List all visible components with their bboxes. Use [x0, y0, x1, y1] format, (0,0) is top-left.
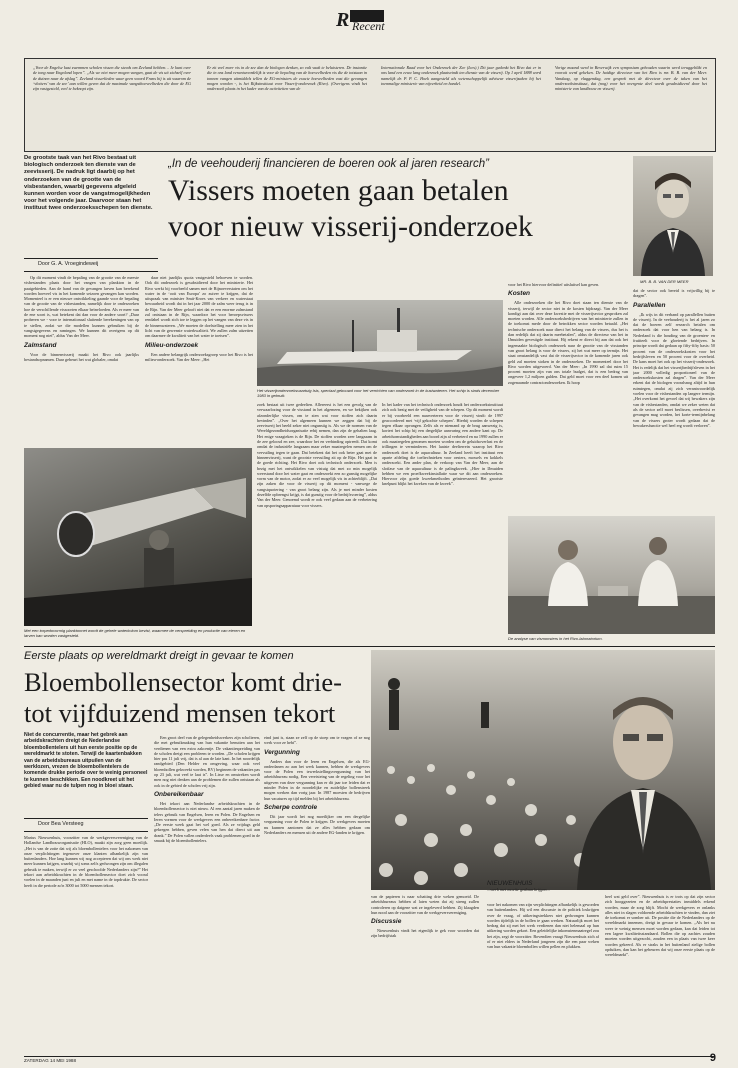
article1-col-2: daar niet jaarlijks quota vastgesteld behoeven te worden. Ook dit onderzoek is gesubsidieerd door het ministerie. Het Rivo werkt bij voorbeeld samen met de Rijnoeverstaten om het water in de ‘ooit van Europa’ zo zuiver te krijgen, dat de uitspraak van minister Smit-Kroes van verkeer en waterstaat bewaarheid wordt dat in het jaar 2000 de zalm weer terug is in de Rijn. Van der Meer gelooft niet dat er een enorme zalmstand zal ontstaan in de Rijn, waardoor het voor beroepsvissers rendabel wordt zich toe te leggen op het vangen van deze vis in de binnenwateren. „We moeten de doelstelling meer zien in het licht van de gewenste waterkwaliteit. We zullen zalm uitzetten om daarmee de kwaliteit van het water te toetsen”. Milieu-onderzoek Een andere belangrijk onderzoeksgroep voor het Rivo is het milieu-onderzoek. Van der Meer: „Het	[145, 275, 253, 362]
plankton-net-photo	[24, 448, 252, 626]
divider	[24, 271, 158, 272]
article1-headline-1: Vissers moeten gaan betalen	[168, 174, 509, 207]
article1-lead: De grootste taak van het Rivo bestaat uit biologisch onderzoek ten dienste van de zeevisserij. De nadruk ligt daarbij op het onderzoeken van de grootte van de visbestanden, waarbij gegevens afgeleid kunnen worden voor de vangstmogelijkheden voor het volgende jaar. Daarvoor staan het instituut twee onderzoeksschepen ten dienste.	[24, 155, 153, 212]
ship-icon	[257, 300, 503, 386]
page-number: 9	[709, 1052, 716, 1064]
article1-col-6: dat de sector ook bereid is vrijwillig bij te dragen”. Parallellen „Ik wijs in dit verband op parallellen buiten de visserij. In de veehouderij is het al jaren zo dat de boeren zelf research betalen om onderzoek dat voor hen van belang is. In Nederland is die houding van de groenten- en fruitteelt voor de gloeiende bedrijven. In principe wordt dat gedaan op fifty-fifty basis: 50 procent van de onderzoekskosten voor het bedrijfsleven en 50 procent voor de overheid. De kans moet het ook op het visserij-onderzoek. Het is redelijk dat het visserijbedrijfsleven in het jaar 2000 volledig proportioneel van de onderzoekskosten zal dragen”. Van der Meer erkent dat de biologen vooralsnog altijd in hun ruimtegen, omdat zij zich verantwoordelijk voelen voor de visbestanden op langere termijn. „Het overkomt het gevoel dat wij bewakers zijn van de visbestanden, omdat we zeker weten dat als de sector zelf moet beslissen, overbevist er gevangen mag worden, het korte-termijnbelang van de vissers groter wordt gedaan dat de bewakersfunctie wel heel erg wordt verloren”.	[633, 288, 715, 428]
masthead-logo	[334, 6, 406, 36]
intro-col-4: Vorige maand werd in Beverwijk een symposium gehouden waarin werd teruggeblikt en vooruit werd gekeken. De huidige directeur van het Rivo is mr. B. B. van der Meer. Vandaag, op vlaggendag, een gesprek met de directeur over de taken van het onderzoeksinstituut, dat (nog) voor het overgrote deel wordt gesubsidieerd door het ministerie van landbouw en visserij.	[555, 65, 707, 92]
article2-col-4: van de papieren is naar schatting drie weken gemoeid. De arbeidsbureaus hebben al laten weten dat zij streng zullen controleren op datgene wat ze ingeleverd hebben. Zij klaagden hun nood aan de voorzitter van de werkgeversvereniging. Discussie Nieuwenhuis vindt het eigenlijk te gek voor woorden dat zijn bedrijfstak	[371, 894, 479, 939]
divider	[24, 831, 148, 832]
portrait-photo	[633, 156, 713, 276]
laboratory-photo	[508, 516, 715, 634]
divider	[24, 818, 148, 819]
research-vessel-photo	[257, 300, 503, 386]
article1-headline-2: voor nieuw visserij-onderzoek	[168, 210, 533, 243]
portrait-caption: MR. B. B. VAN DER MEER	[640, 279, 689, 284]
inset-quote	[487, 880, 597, 898]
article2-headline-1: Bloembollensector komt drie-	[24, 667, 342, 697]
article2-kicker: Eerste plaats op wereldmarkt dreigt in gevaar te komen	[24, 650, 294, 662]
recent-logo-icon	[334, 6, 406, 36]
article1-col-4: In het kader van het technisch onderzoek houdt het onderzoeksinstituut zich ook bezig met de veiligheid van de schepen. Op dit moment wordt er bij voorbeeld een naarverteren voor de visserij vindt: de 1997 geaccordeerd met ‘vijf gekochte schepen’. Hierbij worden de schepen tegen elkaar opvangen. Zelfs als er niemand op de brug aanwezig is, kortert het schip bij een dergelijke aanvaring een andere kant op. De arbeidsomstandigheden aan boord zijn al verbeterd en na 1990 zullen er ook maatregelen genomen moeten worden om de geluidsoverlast en de trillingen te verminderen. Het laatste deelterrein waarop het Rivo onderzoek doet is de aquacultuur. In Zeeland heeft het instituut een aparte afdeling die toeltechnieken voor oesters, mossels en kokkels onderzoekt. Een ander plan, de verkoop van Van der Meer, aan de slotfase van de aquacultuur is de palingkweek. „Hier in IJmuiden hebben we een proefkweekinstallatie waar we dit aan onderzoeken. Hiervoor zijn goede kweekmethoden geïnteresseerd. Het grootste knelpunt blijkt het kweken van de kweek”.	[382, 402, 503, 487]
article1-kicker: „In de veehouderij financieren de boeren ook al jaren research”	[168, 158, 489, 170]
intro-box	[24, 58, 716, 152]
tulip-field-photo	[371, 650, 715, 890]
divider	[24, 258, 158, 259]
inset-title: NIEUWENHUIS	[487, 880, 533, 887]
article2-byline: Door Bea Versteeg	[38, 821, 84, 827]
plankton-caption: Met een torpedovormig planktonnet wordt de gehele waterkolom bevist, waarmee de verspreiding en productie van eieren en larven kan worden vastgesteld.	[24, 628, 246, 638]
svg-text:R: R	[336, 9, 350, 31]
article2-col-3: eind juni is, staan ze zelf op de stoep om te vragen of ze nog werk voor ze hebt”. Vergunning Anders dan voor de Ieren en Engelsen, die als EG-onderdanen zo aan het werk kunnen, hebben de werkgevers voor de Polen een tewerkstellingsvergunning van het arbeidsbureau nodig. Een vereisteing van de regeling voor het uitgeven van deze vergunning kan er dit jaar toe leiden dat er minder Polen in de noordelijke en zuidelijke bollenstreek mogen werken dan vorig jaar. In 1987 moesten de bedrijven hun vacatures op tijd melden bij het arbeidsbureau. Scherpe controle Dit jaar wordt het nog moeilijker om een dergelijke vergunning voor de Polen te krijgen. De werkgevers moeten nu kunnen aantonen dat ze alles hebben gedaan om Nederlanders en mensen uit de andere EG-landen te krijgen.	[264, 735, 370, 835]
divider	[24, 1056, 715, 1057]
article2-col-6: heel wat geld over”. Nieuwenhuis is er trots op dat zijn sector zich hooggezeten en de arbeidsprestaties inmiddels erkend worden, maar de zorg blijft. Mocht de werkgevers er onlanks alles niet in slagen voldoende arbeidskrachten te vinden, dan ziet de toekomst er somber uit. De positie die de Nederlanders op de wereldmarkt innemen, dreigt in gevaar te komen. „Als het nu weer te weinig mensen moet worden gedaan, kan dat leiden tot een lagere kwaliteitsstandaard. Bollen die op zachtes zouden moeten worden uitgezocht, zouden een in plaats van twee keer worden gekeerd. Als er straks in het buitenland zielige bollen opduiken, dan kan het gebeuren dat wij onze eerste plaats op de wereldmarkt”.	[605, 894, 715, 958]
article1-col-5: voor het Rivo hiervoor definitief uitsluitsel kan geven. Kosten Alle onderzoeken die het Rivo doet staan ten dienste van de visserij, terwijl de sector niet in de kosten bijdraagt. Van der Meer kondigt aan dat over deze kwestie met de visserijsector gesproken zal moeten worden. Alle onderzoeksbedrijven van het ministerie zullen in de toekomst mede door de betrokken sector worden betaald. „Het technische onderzoek naar direct het belang van de vissers, dus het is dan redelijk dat zij daarin meebetalen”, aldus de directeur van het in IJmuiden gevestigde instituut. Hij rekent er direct bij aan dat ook het ingemaakte biologisch onderzoek naar de grootte van de visstanden van groot belang is voor de vissers, zij het wat meer op termijn. Het staat omstandelijk vast dat de visserijsector in de komende jaren ook geld zal moeten stoken in de onderzoeken. De momenteel door het Rivo worden uitgevoerd. Van der Meer: „In 1990 zal dat ruim 15 procent moeten zijn van ons totale budget, dat is een bedrag van ongeveer 1,2 miljoen gulden. Dat geld moet voor een deel komen uit zogenaamde contractonderzoeken. Ik hoop	[508, 282, 628, 385]
intro-col-3: Internationale Raad voor het Onderzoek der Zee (Ices).) Dit jaar gedenkt het Rivo dat er in ons land een eeuw lang onderzoek plaatsvindt ten dienste van de visserij. Op 1 april 1888 werd namelijk dr. P. P. C. Hoek aangesteld als wetenschappelijk adviseur visserijzaken bij het toenmalige ministerie van nijverheid en handel.	[381, 65, 541, 86]
article2-headline-2: tot vijfduizend mensen tekort	[24, 698, 336, 728]
intro-col-2: Er zit veel meer vis in de zee dan de biologen denken, zo valt vaak te beluisteren. De instantie die in ons land verantwoordelijk is voor de bepaling van de hoeveelheden vis die de totstaan in tonnen vangen uitmiddels tellen de EG-ministers de exacte hoeveelheden vast die gevangen mogen worden -, is het Rijksinstituut voor Visserij-onderzoek (Rivo). (Overigens vindt het onderzoek plaats in het kader van de activiteiten van de	[207, 65, 367, 92]
article1-byline: Door G. A. Vroegindeweij	[38, 261, 99, 267]
inset-subtitle: ...werk met moeite gedaan krijgen...	[487, 887, 550, 892]
portrait-figure-icon	[633, 156, 713, 276]
footer-date: ZATERDAG 14 MEI 1988	[24, 1058, 76, 1063]
article1-col-1: Op dit moment vindt de bepaling van de grootte van de meeste visbestanden plaats door het vangen van plankton in de paaigebieden. Aan de hand van de gevangen larven kan berekend worden hoeveel vis in het komende seizoen gevangen kan worden. Momenteel is er een nieuwe ontwikkeling gaande voor de bepaling van de grootte van de visbestanden, namelijk door te onderzoeken hoe de verschillende vissoorten elkaar beïnvloeden. Als er meer van de ene soort is, wat betekent dat dan voor de andere soort? „Daar proberen we - voor te internationaal sluitende berekeningen van op te stellen, zodat we die modellen kunnen gebruiken bij de vangstgegevens en ramingen. We kunnen dit overigens op dit moment nog niet”, aldus Van der Meer. Zalmstand Voor de binnenvisserij maakt het Rivo ook jaarlijks bestandsopnamen. Daar gebeurt het wat globaler, omdat	[24, 275, 139, 362]
article2-col-2: Een groot deel van de gelegenheidswerkers zijn scholieren, die met gebruikmaking van hun vakantie benutten aan het verdienen van een extra zakcentje. De vakantiespreiding van de scholen dreigt een probleem te worden. „De scholen krijgen hier pas 11 juli vrij, dat is al aan de late kant. In het noordelijk randgebied (Den Helder en omgeving, waar ook veel bloembollen gekweekt worden, BV) beginnen de vakanties pas op 23 juli, wat veel te laat is”. In Lisse en omstreken wordt men nog niet denken aan de problemen die zullen ontstaan als ook in de gebied de scholen vrij zijn. Onbereikenbaar Het tekort aan Nederlandse arbeidskrachten in de bloembollensector is niet nieuw. Al een aantal jaren maken de telers gebruik van Engelsen, Ieren en Polen. De Engelsen en Ieren vormen voor de werkgevers een onbereikenbare factor. „De eerste week gaat het wel goed. Als ze vrijdags geld gekregen hebben, geven velen van hen dat direct uit aan drank.” De Polen vallen onderdeels vaak problemen goed in de smaak bij de bloembollentelers.	[154, 735, 260, 844]
article1-col-3: zoek bestaat uit twee gedeelten. Allereerst is het een gevolg van de verwaarlozing voor de visstand in het algemeen, en we bekijken ook afzonderlijke vissen, om te zien wat voor stoffen zich daarin bevinden”. „Over het algemeen kunnen we zeggen dat bij de zeevisserij het beeld zeker niet ongunstig is. Als we de normen van de Wereldgezondheidsorganisatie erbij nemen, dan zijn de gehalten laag. Het enige vraagteken is de Rijn. De stoffen worden zeer langzaam in de zee geloosd en zee, waardoor het en verbinding optreedt. Dat komt omdat de industriële langzaam maar zeker maatregelen nemen om de vervuiling tegen te gaan. Dat betekent dat het ook beter gaat met de binnenvisserij, want de grootste vervuiling zit op de Rijn. Het gaat in de goede richting. Het Rivo doet ook technisch onderzoek. Men is bezig met het ontwikkelen van vistuig dat met zo min mogelijk weerstand door het water gaat en onderzoekt een zo gunstig mogelijke vorm van de motor, zodat er zo veel mogelijk vis in achterblijft. „Dat zijn zaken die voor de visserij op dit moment - vanwege de vangstquotering - van groot belang zijn. Als je met minder kosten dezelfde opbrengst krijgt, is dat gunstig voor de bedrijfsvoering”, aldus Van der Meer. Genoemd wordt er ook veel gedaan aan de verbetering van opsporingsapparatuur voor vissers.	[257, 402, 377, 508]
intro-col-1: „Voor de Engelse kust zwemmen scholen vissen die steeds om Zeeland hebben… Je kunt over de tong naar Engeland lopen”. „Als we niet meer mogen vangen, gaat de vis uit zichzelf over de duinen naar de afslag”. Zeeland visserlieden waar geen woord Frans bij is uit waarom de ‘vlotters’ van de zee’ aan willen geven dat de maximale vangsthoeveelheden die door de EG zijn vastgesteld, veel te beknopt zijn.	[33, 65, 191, 92]
lab-caption: De analyse van vismonsters in het Rivo-laboratorium.	[508, 636, 603, 641]
divider	[24, 646, 715, 647]
article2-lead: Niet de concurrentie, maar het gebrek aan arbeidskrachten dreigt de Nederlandse bloembollentelers uit hun eerste positie op de wereldmarkt te stoten. Terwijl de kaartenbakken van de arbeidsbureaus uitpuilen van de werklozen, vrezen de bloembollentelers de komende drukke periode over te weinig personeel te kunnen beschikken. Een noodkreet uit het gebied waar nu de tulpen nog in bloei staan.	[24, 732, 148, 790]
svg-text:Recent: Recent	[352, 19, 385, 33]
article2-col-5: voor het nakomen van zijn verplichtingen afhankelijk is geworden van buitenlanders. Hij wil een discussie in de politiek loskrijgen over de vraag, of uitkeringstrekkers niet gedwongen kunnen worden tijdelijk in de bollen te gaan werken. Natuurlijk moet het bedrag dat zij met het werk verdienen dan niet helemaal op hun uitkering worden gekort. Een geleidelijke inkomstenmaatregel zou het zijn, zegt de voorzitter. Bovendien vraagt Nieuwenhuis zich af of er niet elders in Nederland jongeren zijn die een paar weken van hun vakantie bloembollen willen pellen en plukken.	[487, 902, 599, 950]
article2-col-1: Marius Nieuwenhuis, voorzitter van de werkgeversvereniging van de Hollandse Landbouworganisatie (HLO), maakt zijn zorg geen moeilijk. „Het is van de zotte dat wij als bloembollentelers voor het nakomen van onze verplichtingen tegenover onze klanten afhankelijk zijn van buitenlanders. Hoe lang kunnen wij nog accepteren dat wij ons werk niet meer kunnen krijgen, waarbij wij soms zelfs gedwongen zijn om illegalen gebruik te maken, terwijl er zo veel geschoolde Nederlanders zijn?” Het tekort aan arbeidskrachten in de bloembollensector doet zich vooral voelen in de maanden juni en juli en met name in de topdrukte. De sector heeft in die periode zo'n 3000 tot 5000 mensen tekort.	[24, 835, 148, 888]
plankton-net-icon	[24, 448, 252, 626]
lab-workers-icon	[508, 516, 715, 634]
vessel-caption: Het visserijonderzoeksvaartuig Isis, speciaal gebouwd voor het verrichten van onderzoek in de kustwateren. Het schip is sinds december 1983 in gebruik.	[257, 388, 500, 398]
tulip-field-icon	[371, 650, 715, 890]
